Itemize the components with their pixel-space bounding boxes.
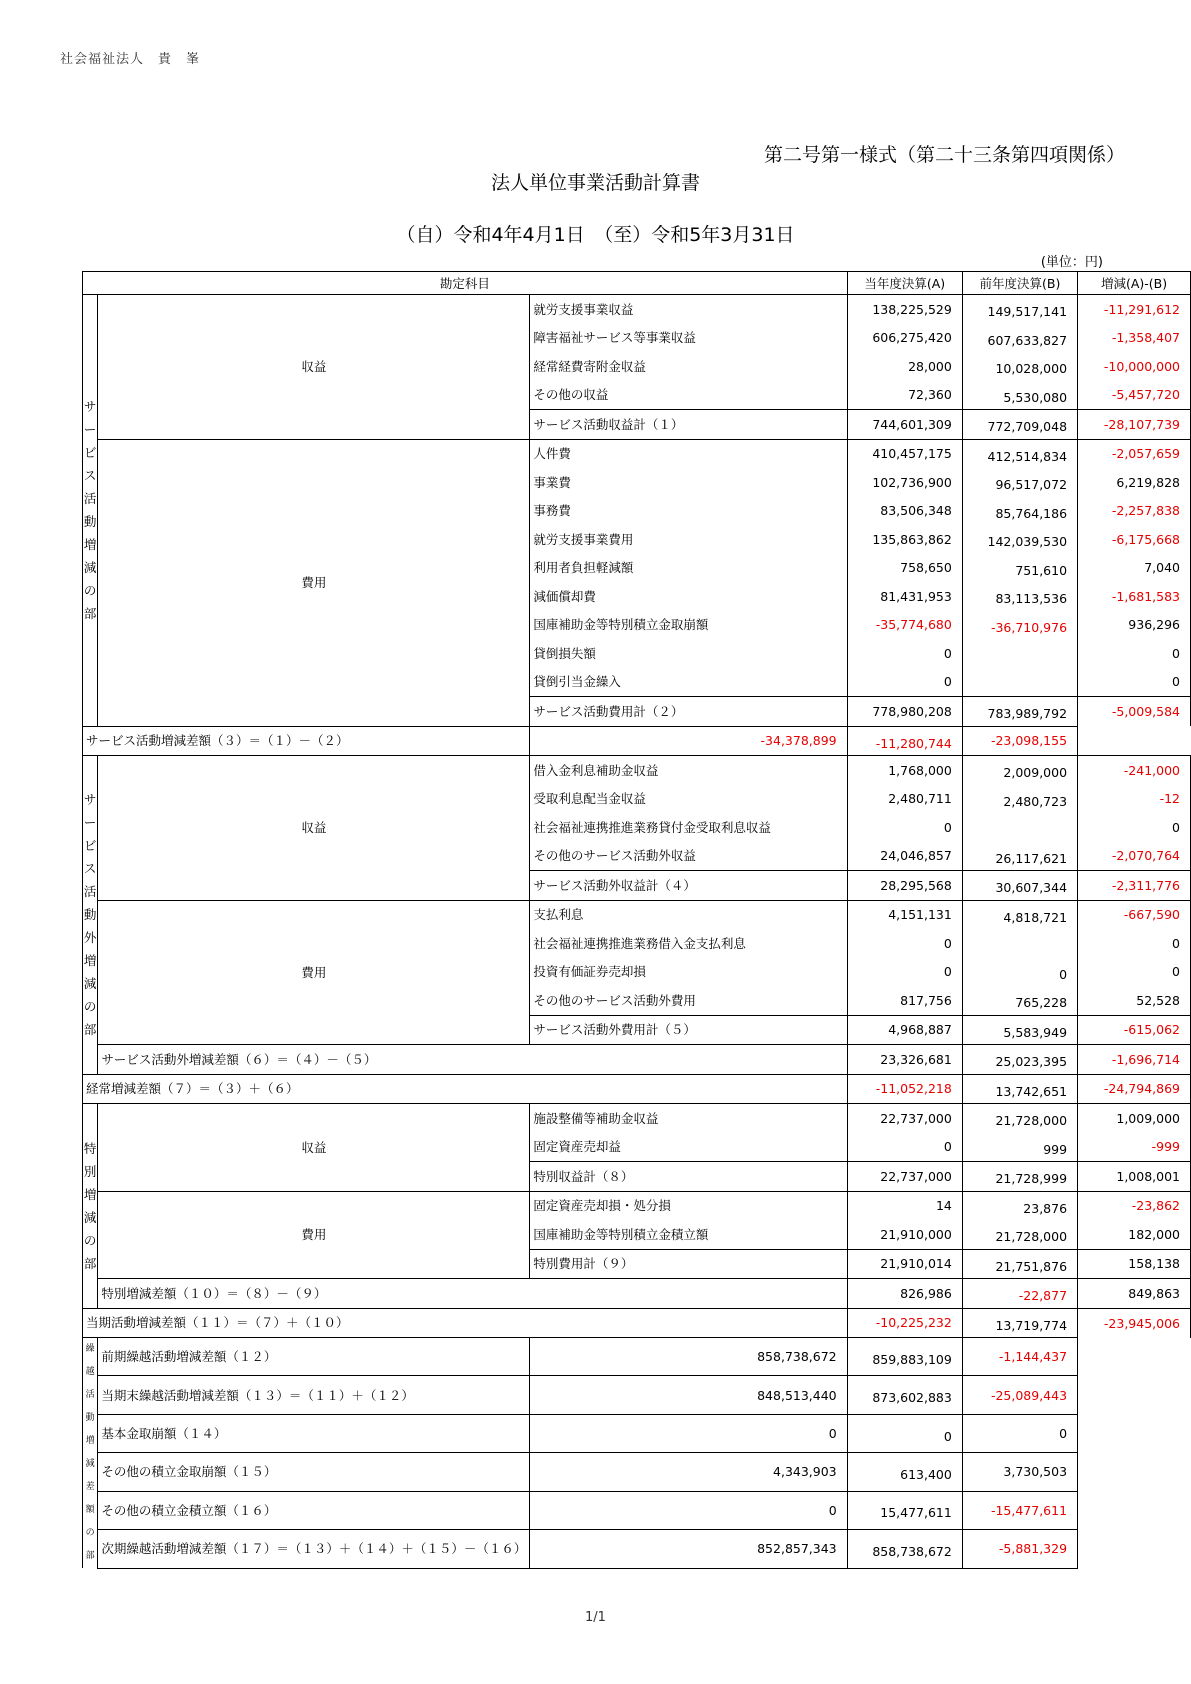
amount-prior: 15,477,611 — [847, 1491, 962, 1529]
table-row — [83, 1530, 1191, 1568]
amount-current: 81,431,953 — [847, 582, 962, 611]
form-number: 第二号第一様式（第二十三条第四項関係） — [763, 144, 1125, 166]
amount-diff: -5,457,720 — [1078, 381, 1191, 410]
col-header-diff: 増減(A)-(B) — [1078, 272, 1191, 295]
document-title: 法人単位事業活動計算書 — [490, 172, 700, 194]
amount-prior: 765,228 — [962, 986, 1077, 1015]
amount-current: 778,980,208 — [847, 697, 962, 727]
activity-statement-table — [82, 271, 1191, 1569]
col-header-account: 勘定科目 — [83, 272, 848, 295]
amount-prior: 613,400 — [847, 1453, 962, 1491]
amount-current: 4,968,887 — [847, 1015, 962, 1045]
amount-prior: 607,633,827 — [962, 324, 1077, 353]
table-row — [83, 1453, 1191, 1491]
account-label: その他の積立金積立額（１６） — [98, 1491, 530, 1529]
amount-diff: -10,000,000 — [1078, 352, 1191, 381]
amount-current: 21,910,014 — [847, 1249, 962, 1279]
amount-current: 1,768,000 — [847, 756, 962, 785]
amount-diff: -2,311,776 — [1078, 871, 1191, 901]
unit-note: (単位：円) — [1040, 255, 1103, 270]
amount-diff: -23,862 — [1078, 1191, 1191, 1220]
col-header-current: 当年度決算(A) — [847, 272, 962, 295]
amount-prior: 751,610 — [962, 554, 1077, 583]
amount-prior: 999 — [962, 1133, 1077, 1162]
amount-diff: -241,000 — [1078, 756, 1191, 785]
amount-current: 744,601,309 — [847, 410, 962, 440]
amount-current: 0 — [530, 1491, 847, 1529]
amount-diff: -15,477,611 — [962, 1491, 1077, 1529]
account-label: サービス活動増減差額（３）＝（１）－（２） — [83, 726, 530, 756]
account-label: サービス活動外費用計（５） — [530, 1015, 847, 1045]
account-label: 当期末繰越活動増減差額（１３）＝（１１）＋（１２） — [98, 1376, 530, 1414]
amount-current: 606,275,420 — [847, 324, 962, 353]
account-label: 貸倒損失額 — [530, 639, 847, 668]
account-label: 就労支援事業収益 — [530, 295, 847, 324]
account-label: 固定資産売却益 — [530, 1133, 847, 1162]
amount-prior: 873,602,883 — [847, 1376, 962, 1414]
amount-prior: -36,710,976 — [962, 611, 1077, 640]
amount-diff: 849,863 — [1078, 1279, 1191, 1309]
table-row — [83, 1491, 1191, 1529]
amount-diff: -1,144,437 — [962, 1338, 1077, 1376]
table-row — [83, 295, 1191, 324]
amount-diff: -5,009,584 — [1078, 697, 1191, 727]
group-label-expense: 費用 — [98, 1191, 530, 1279]
account-label: 投資有価証券売却損 — [530, 958, 847, 987]
amount-current: 24,046,857 — [847, 842, 962, 871]
page-number: 1/1 — [585, 1610, 606, 1625]
amount-current: -34,378,899 — [530, 726, 847, 756]
amount-current: 0 — [847, 639, 962, 668]
amount-diff: 0 — [1078, 929, 1191, 958]
amount-diff: 0 — [962, 1414, 1077, 1452]
account-label: サービス活動外収益計（４） — [530, 871, 847, 901]
amount-prior: 21,728,000 — [962, 1220, 1077, 1249]
amount-diff: -23,098,155 — [962, 726, 1077, 756]
account-label: 基本金取崩額（１４） — [98, 1414, 530, 1452]
account-label: 社会福祉連携推進業務貸付金受取利息収益 — [530, 813, 847, 842]
amount-diff: -24,794,869 — [1078, 1074, 1191, 1104]
amount-prior: 96,517,072 — [962, 468, 1077, 497]
account-label: 減価償却費 — [530, 582, 847, 611]
amount-diff: -1,681,583 — [1078, 582, 1191, 611]
amount-prior: 21,751,876 — [962, 1249, 1077, 1279]
amount-current: -10,225,232 — [847, 1308, 962, 1338]
section-label-special: 特別増減の部 — [83, 1104, 98, 1309]
amount-diff: 0 — [1078, 639, 1191, 668]
col-header-prior: 前年度決算(B) — [962, 272, 1077, 295]
table-row — [83, 726, 1191, 756]
amount-diff: 182,000 — [1078, 1220, 1191, 1249]
account-label: 当期活動増減差額（１１）＝（７）＋（１０） — [83, 1308, 848, 1338]
table-row — [83, 1191, 1191, 1220]
amount-diff: 0 — [1078, 958, 1191, 987]
amount-prior: 0 — [847, 1414, 962, 1452]
amount-prior: -22,877 — [962, 1279, 1077, 1309]
amount-prior: 85,764,186 — [962, 497, 1077, 526]
account-label: 国庫補助金等特別積立金積立額 — [530, 1220, 847, 1249]
amount-current: -35,774,680 — [847, 611, 962, 640]
amount-diff: 1,009,000 — [1078, 1104, 1191, 1133]
table-row — [83, 900, 1191, 929]
amount-current: 21,910,000 — [847, 1220, 962, 1249]
table-row — [83, 1376, 1191, 1414]
amount-current: 0 — [847, 929, 962, 958]
amount-current: 22,737,000 — [847, 1162, 962, 1192]
organization-name: 社会福祉法人 貴 峯 — [60, 52, 201, 67]
amount-diff: 1,008,001 — [1078, 1162, 1191, 1192]
fiscal-period: （自）令和4年4月1日 （至）令和5年3月31日 — [396, 224, 795, 246]
amount-prior: -11,280,744 — [847, 726, 962, 756]
amount-current: 14 — [847, 1191, 962, 1220]
account-label: 特別費用計（９） — [530, 1249, 847, 1279]
amount-prior: 26,117,621 — [962, 842, 1077, 871]
amount-prior: 772,709,048 — [962, 410, 1077, 440]
amount-current: 28,000 — [847, 352, 962, 381]
amount-prior: 142,039,530 — [962, 525, 1077, 554]
amount-current: 0 — [847, 668, 962, 697]
table-row — [83, 756, 1191, 785]
amount-current: 72,360 — [847, 381, 962, 410]
amount-diff: -1,696,714 — [1078, 1045, 1191, 1075]
amount-prior: 21,728,000 — [962, 1104, 1077, 1133]
account-label: 前期繰越活動増減差額（１２） — [98, 1338, 530, 1376]
amount-current: 410,457,175 — [847, 439, 962, 468]
amount-diff: -667,590 — [1078, 900, 1191, 929]
account-label: 就労支援事業費用 — [530, 525, 847, 554]
account-label: 国庫補助金等特別積立金取崩額 — [530, 611, 847, 640]
amount-diff: 52,528 — [1078, 986, 1191, 1015]
account-label: 固定資産売却損・処分損 — [530, 1191, 847, 1220]
account-label: 特別増減差額（１０）＝（８）－（９） — [98, 1279, 847, 1309]
group-label-revenue: 収益 — [98, 756, 530, 901]
amount-current: 23,326,681 — [847, 1045, 962, 1075]
amount-current: 4,151,131 — [847, 900, 962, 929]
amount-current: 28,295,568 — [847, 871, 962, 901]
amount-current: -11,052,218 — [847, 1074, 962, 1104]
amount-prior: 0 — [962, 958, 1077, 987]
amount-prior: 412,514,834 — [962, 439, 1077, 468]
account-label: 利用者負担軽減額 — [530, 554, 847, 583]
amount-prior — [962, 929, 1077, 958]
amount-current: 848,513,440 — [530, 1376, 847, 1414]
amount-prior: 4,818,721 — [962, 900, 1077, 929]
table-row — [83, 1414, 1191, 1452]
amount-diff: 0 — [1078, 813, 1191, 842]
amount-diff: 936,296 — [1078, 611, 1191, 640]
amount-prior: 13,742,651 — [962, 1074, 1077, 1104]
amount-current: 826,986 — [847, 1279, 962, 1309]
account-label: 事業費 — [530, 468, 847, 497]
account-label: サービス活動収益計（１） — [530, 410, 847, 440]
table-row — [83, 1338, 1191, 1376]
amount-current: 102,736,900 — [847, 468, 962, 497]
account-label: 受取利息配当金収益 — [530, 785, 847, 814]
account-label: 経常経費寄附金収益 — [530, 352, 847, 381]
account-label: 次期繰越活動増減差額（１７）＝（１３）＋（１４）＋（１５）－（１６） — [98, 1530, 530, 1568]
amount-diff: -5,881,329 — [962, 1530, 1077, 1568]
table-row — [83, 1074, 1191, 1104]
amount-prior: 783,989,792 — [962, 697, 1077, 727]
amount-prior: 13,719,774 — [962, 1308, 1077, 1338]
account-label: 経常増減差額（７）＝（３）＋（６） — [83, 1074, 848, 1104]
amount-diff: -25,089,443 — [962, 1376, 1077, 1414]
account-label: サービス活動外増減差額（６）＝（４）－（５） — [98, 1045, 847, 1075]
amount-current: 83,506,348 — [847, 497, 962, 526]
table-row — [83, 1104, 1191, 1133]
amount-prior: 30,607,344 — [962, 871, 1077, 901]
account-label: 借入金利息補助金収益 — [530, 756, 847, 785]
amount-prior: 859,883,109 — [847, 1338, 962, 1376]
account-label: その他の収益 — [530, 381, 847, 410]
amount-prior: 5,530,080 — [962, 381, 1077, 410]
amount-diff: -1,358,407 — [1078, 324, 1191, 353]
account-label: 社会福祉連携推進業務借入金支払利息 — [530, 929, 847, 958]
group-label-revenue: 収益 — [98, 1104, 530, 1192]
group-label-revenue: 収益 — [98, 295, 530, 440]
amount-diff: 0 — [1078, 668, 1191, 697]
amount-current: 135,863,862 — [847, 525, 962, 554]
account-label: その他のサービス活動外収益 — [530, 842, 847, 871]
amount-diff: -23,945,006 — [1078, 1308, 1191, 1338]
account-label: 特別収益計（８） — [530, 1162, 847, 1192]
account-label: 施設整備等補助金収益 — [530, 1104, 847, 1133]
amount-current: 138,225,529 — [847, 295, 962, 324]
account-label: サービス活動費用計（２） — [530, 697, 847, 727]
amount-current: 0 — [847, 958, 962, 987]
amount-current: 22,737,000 — [847, 1104, 962, 1133]
amount-diff: 6,219,828 — [1078, 468, 1191, 497]
amount-diff: -615,062 — [1078, 1015, 1191, 1045]
amount-prior: 858,738,672 — [847, 1530, 962, 1568]
table-row — [83, 1279, 1191, 1309]
amount-prior: 10,028,000 — [962, 352, 1077, 381]
amount-prior: 2,480,723 — [962, 785, 1077, 814]
amount-prior: 149,517,141 — [962, 295, 1077, 324]
amount-prior: 5,583,949 — [962, 1015, 1077, 1045]
amount-prior: 23,876 — [962, 1191, 1077, 1220]
amount-diff: -12 — [1078, 785, 1191, 814]
amount-diff: -2,257,838 — [1078, 497, 1191, 526]
account-label: 支払利息 — [530, 900, 847, 929]
amount-diff: 3,730,503 — [962, 1453, 1077, 1491]
amount-prior — [962, 668, 1077, 697]
group-label-expense: 費用 — [98, 439, 530, 726]
table-row — [83, 439, 1191, 468]
table-row — [83, 1045, 1191, 1075]
amount-prior: 21,728,999 — [962, 1162, 1077, 1192]
amount-prior — [962, 813, 1077, 842]
amount-diff: 158,138 — [1078, 1249, 1191, 1279]
table-header-row — [83, 272, 1191, 295]
amount-current: 852,857,343 — [530, 1530, 847, 1568]
amount-prior: 25,023,395 — [962, 1045, 1077, 1075]
table-body — [83, 295, 1191, 1569]
amount-current: 4,343,903 — [530, 1453, 847, 1491]
account-label: 人件費 — [530, 439, 847, 468]
amount-current: 0 — [847, 1133, 962, 1162]
amount-diff: -6,175,668 — [1078, 525, 1191, 554]
section-label-non-service: サービス活動外増減の部 — [83, 756, 98, 1075]
amount-current: 0 — [530, 1414, 847, 1452]
account-label: その他のサービス活動外費用 — [530, 986, 847, 1015]
amount-current: 0 — [847, 813, 962, 842]
amount-diff: -2,070,764 — [1078, 842, 1191, 871]
account-label: 貸倒引当金繰入 — [530, 668, 847, 697]
amount-diff: -28,107,739 — [1078, 410, 1191, 440]
account-label: 事務費 — [530, 497, 847, 526]
amount-current: 858,738,672 — [530, 1338, 847, 1376]
amount-prior: 2,009,000 — [962, 756, 1077, 785]
account-label: 障害福祉サービス等事業収益 — [530, 324, 847, 353]
group-label-expense: 費用 — [98, 900, 530, 1045]
amount-current: 2,480,711 — [847, 785, 962, 814]
section-label-carryover: 繰越活動増減差額の部 — [83, 1338, 98, 1569]
account-label: その他の積立金取崩額（１５） — [98, 1453, 530, 1491]
amount-diff: -11,291,612 — [1078, 295, 1191, 324]
table-row — [83, 1308, 1191, 1338]
amount-prior — [962, 639, 1077, 668]
amount-current: 817,756 — [847, 986, 962, 1015]
amount-current: 758,650 — [847, 554, 962, 583]
amount-prior: 83,113,536 — [962, 582, 1077, 611]
amount-diff: -999 — [1078, 1133, 1191, 1162]
section-label-service: サービス活動増減の部 — [83, 295, 98, 727]
amount-diff: 7,040 — [1078, 554, 1191, 583]
amount-diff: -2,057,659 — [1078, 439, 1191, 468]
